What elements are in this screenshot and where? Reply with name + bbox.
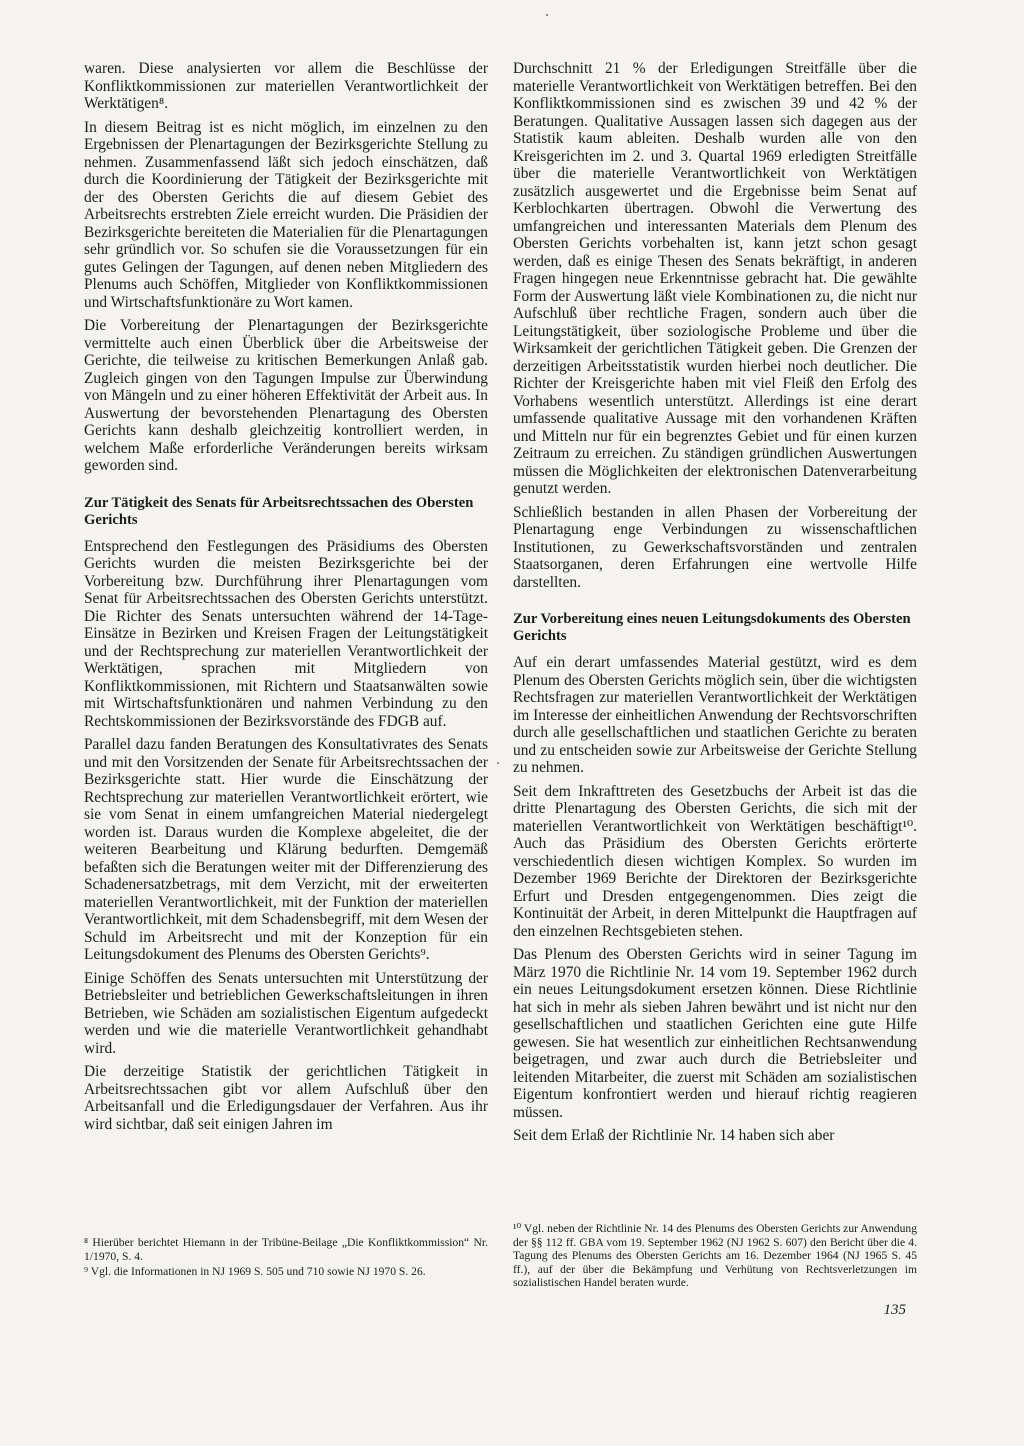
footnote: ⁸ Hierüber berichtet Hiemann in der Tribüne-Beilage „Die Konfliktkommission“ Nr. 1/1970, S. 4. [84, 1236, 488, 1263]
paragraph: Einige Schöffen des Senats untersuchten mit Unterstützung der Betriebsleiter und betrieblichen Gewerkschaftsleitungen in ihren Betrieben, wie Schäden am sozialistischen Eigentum aufgedeckt werden und wie die materielle Verantwortlichkeit gehandhabt wird. [84, 969, 488, 1057]
page-number: 135 [883, 1302, 906, 1318]
scan-speck [497, 762, 499, 764]
section-heading: Zur Vorbereitung eines neuen Leitungsdokuments des Obersten Gerichts [513, 611, 911, 644]
left-column [84, 60, 488, 1139]
paragraph: Das Plenum des Obersten Gerichts wird in seiner Tagung im März 1970 die Richtlinie Nr. 14 vom 19. September 1962 durch ein neues Leitungsdokument ersetzen können. Diese Richtlinie hat sich in mehr als sieben Jahren bewährt und ist nicht nur den gesellschaftlichen und staatlichen Gerichten eine gute Hilfe gewesen. Sie hat wesentlich zur einheitlichen Rechtsanwendung beigetragen, und zwar auch durch die Betriebsleiter und leitenden Mitarbeiter, die zuerst mit Schäden am sozialistischen Eigentum konfrontiert werden und hierauf richtig reagieren müssen. [513, 946, 917, 1121]
footnotes-right [513, 1222, 917, 1292]
paragraph: Schließlich bestanden in allen Phasen der Vorbereitung der Plenartagung enge Verbindungen zu wissenschaftlichen Institutionen, zu Gewerkschaftsvorständen und zentralen Staatsorganen, deren Erfahrungen eine wertvolle Hilfe darstellten. [513, 503, 917, 591]
paragraph: Durchschnitt 21 % der Erledigungen Streitfälle über die materielle Verantwortlichkeit von Werktätigen betreffen. Bei den Konfliktkommissionen sind es zwischen 39 und 42 % der Beratungen. Qualitative Aussagen lassen sich dagegen aus der Statistik kaum ableiten. Deshalb wurden alle von den Kreisgerichten im 2. und 3. Quartal 1969 erledigten Streitfälle über die materielle Verantwortlichkeit von Werktätigen zusätzlich ausgewertet und die Ergebnisse beim Senat auf Kerblochkarten übertragen. Obwohl die Verwertung des umfangreichen und interessanten Materials dem Plenum des Obersten Gerichts vorbehalten ist, kann jetzt schon gesagt werden, daß es einige Thesen des Senats bekräftigt, in anderen Fragen hingegen neue Erkenntnisse gebracht hat. Die gewählte Form der Auswertung läßt viele Kombinationen zu, die nicht nur Aufschluß über rechtliche Fragen, sondern auch über die Leitungstätigkeit, über soziologische Probleme und über die Wirksamkeit der gerichtlichen Tätigkeit geben. Die Grenzen der derzeitigen Arbeitsstatistik wurden hierbei noch deutlicher. Die Richter der Kreisgerichte haben mit viel Fleiß den Erfolg des Vorhabens wesentlich unterstützt. Allerdings ist eine derart umfassende qualitative Aussage mit den vorhandenen Kräften und Mitteln nur für ein begrenztes Gebiet und für einen kurzen Zeitraum zu erreichen. Zu ständigen gründlichen Auswertungen müssen die Möglichkeiten der elektronischen Datenverarbeitung genutzt werden. [513, 60, 917, 497]
footnotes-left [84, 1236, 488, 1281]
paragraph: Auf ein derart umfassendes Material gestützt, wird es dem Plenum des Obersten Gerichts möglich sein, über die wichtigsten Rechtsfragen zur materiellen Verantwortlichkeit der Werktätigen im Interesse der einheitlichen Anwendung der Rechtsvorschriften durch alle gesellschaftlichen und staatlichen Gerichte zu beraten und zu entscheiden sowie zur Arbeitsweise der Gerichte Stellung zu nehmen. [513, 654, 917, 776]
scan-speck [546, 14, 548, 16]
paragraph: In diesem Beitrag ist es nicht möglich, im einzelnen zu den Ergebnissen der Plenartagungen der Bezirksgerichte Stellung zu nehmen. Zusammenfassend läßt sich jedoch einschätzen, daß durch die Koordinierung der Tätigkeit der Bezirksgerichte mit der des Obersten Gerichts die auf diesem Gebiet des Arbeitsrechts erstrebten Ziele erreicht wurden. Die Präsidien der Bezirksgerichte bereiteten die Materialien für die Plenartagungen sehr gründlich vor. So schufen sie die Voraussetzungen für ein gutes Gelingen der Tagungen, auf denen neben Mitgliedern des Plenums auch Schöffen, Mitglieder von Konfliktkommissionen und Wirtschaftsfunktionäre zu Wort kamen. [84, 118, 488, 311]
footnote: ⁹ Vgl. die Informationen in NJ 1969 S. 505 und 710 sowie NJ 1970 S. 26. [84, 1265, 426, 1278]
section-heading: Zur Tätigkeit des Senats für Arbeitsrechtssachen des Obersten Gerichts [84, 494, 474, 528]
paragraph: Die Vorbereitung der Plenartagungen der Bezirksgerichte vermittelte auch einen Überblick über die Arbeitsweise der Gerichte, die teilweise zu kritischen Bemerkungen Anlaß gab. Zugleich gingen von den Tagungen Impulse zur Überwindung von Mängeln und zu einer höheren Effektivität der Arbeit aus. In Auswertung der bevorstehenden Plenartagung des Obersten Gerichts kann deshalb gleichzeitig kontrolliert werden, in welchem Maße erforderliche Veränderungen bereits wirksam geworden sind. [84, 317, 488, 474]
paragraph: waren. Diese analysierten vor allem die Beschlüsse der Konfliktkommissionen zur materiellen Verantwortlichkeit der Werktätigen⁸. [84, 60, 488, 112]
paragraph: Entsprechend den Festlegungen des Präsidiums des Obersten Gerichts wurden die meisten Bezirksgerichte bei der Vorbereitung bzw. Durchführung ihrer Plenartagungen vom Senat für Arbeitsrechtssachen des Obersten Gerichts unterstützt. Die Richter des Senats untersuchten während der 14-Tage-Einsätze in Bezirken und Kreisen Fragen der Leitungstätigkeit und der Rechtsprechung zur materiellen Verantwortlichkeit der Werktätigen, sprachen mit Mitgliedern von Konfliktkommissionen, mit Richtern und Staatsanwälten sowie mit Wirtschaftsfunktionären und nahmen Verbindung zu den Rechtskommissionen der Bezirksvorstände des FDGB auf. [84, 537, 488, 730]
right-column [513, 60, 917, 1151]
paragraph: Seit dem Erlaß der Richtlinie Nr. 14 haben sich aber [513, 1127, 835, 1144]
paragraph: Seit dem Inkrafttreten des Gesetzbuchs der Arbeit ist das die dritte Plenartagung des Obersten Gerichts, die sich mit der materiellen Verantwortlichkeit von Werktätigen beschäftigt¹⁰. Auch das Präsidium des Obersten Gerichts erörterte verschiedentlich diesen wichtigen Komplex. So wurden im Dezember 1969 Berichte der Direktoren der Bezirksgerichte Erfurt und Dresden entgegengenommen. Dies zeigt die Kontinuität der Arbeit, in deren Mittelpunkt die Hauptfragen auf den einzelnen Rechtsgebieten stehen. [513, 782, 917, 940]
paragraph: Parallel dazu fanden Beratungen des Konsultativrates des Senats und mit den Vorsitzenden der Senate für Arbeitsrechtssachen der Bezirksgerichte statt. Hier wurde die Einschätzung der Rechtsprechung zur materiellen Verantwortlichkeit erörtert, wie sie vom Senat in einem umfangreichen Material niedergelegt worden ist. Daraus wurden die Komplexe abgeleitet, die der weiteren Bearbeitung und Klärung bedurften. Demgemäß befaßten sich die Beratungen weiter mit der Differenzierung des Schadenersatzbetrags, mit dem Verzicht, mit der erweiterten materiellen Verantwortlichkeit, mit der Funktion der materiellen Verantwortlichkeit, mit dem Schadensbegriff, mit dem Wesen der Schuld im Arbeitsrecht und mit der Konzeption für ein Leitungsdokument des Plenums des Obersten Gerichts⁹. [84, 736, 488, 963]
paragraph: Die derzeitige Statistik der gerichtlichen Tätigkeit in Arbeitsrechtssachen gibt vor allem Aufschluß über den Arbeitsanfall und die Erledigungsdauer der Verfahren. Aus ihr wird sichtbar, daß seit einigen Jahren im [84, 1063, 488, 1133]
footnote: ¹⁰ Vgl. neben der Richtlinie Nr. 14 des Plenums des Obersten Gerichts zur Anwendung der §§ 112 ff. GBA vom 19. September 1962 (NJ 1962 S. 607) den Bericht über die 4. Tagung des Plenums des Obersten Gerichts am 16. Dezember 1964 (NJ 1965 S. 45 ff.), auf der über die Bekämpfung und Verhütung von Rechtsverletzungen im sozialistischen Handel beraten wurde. [513, 1222, 917, 1289]
